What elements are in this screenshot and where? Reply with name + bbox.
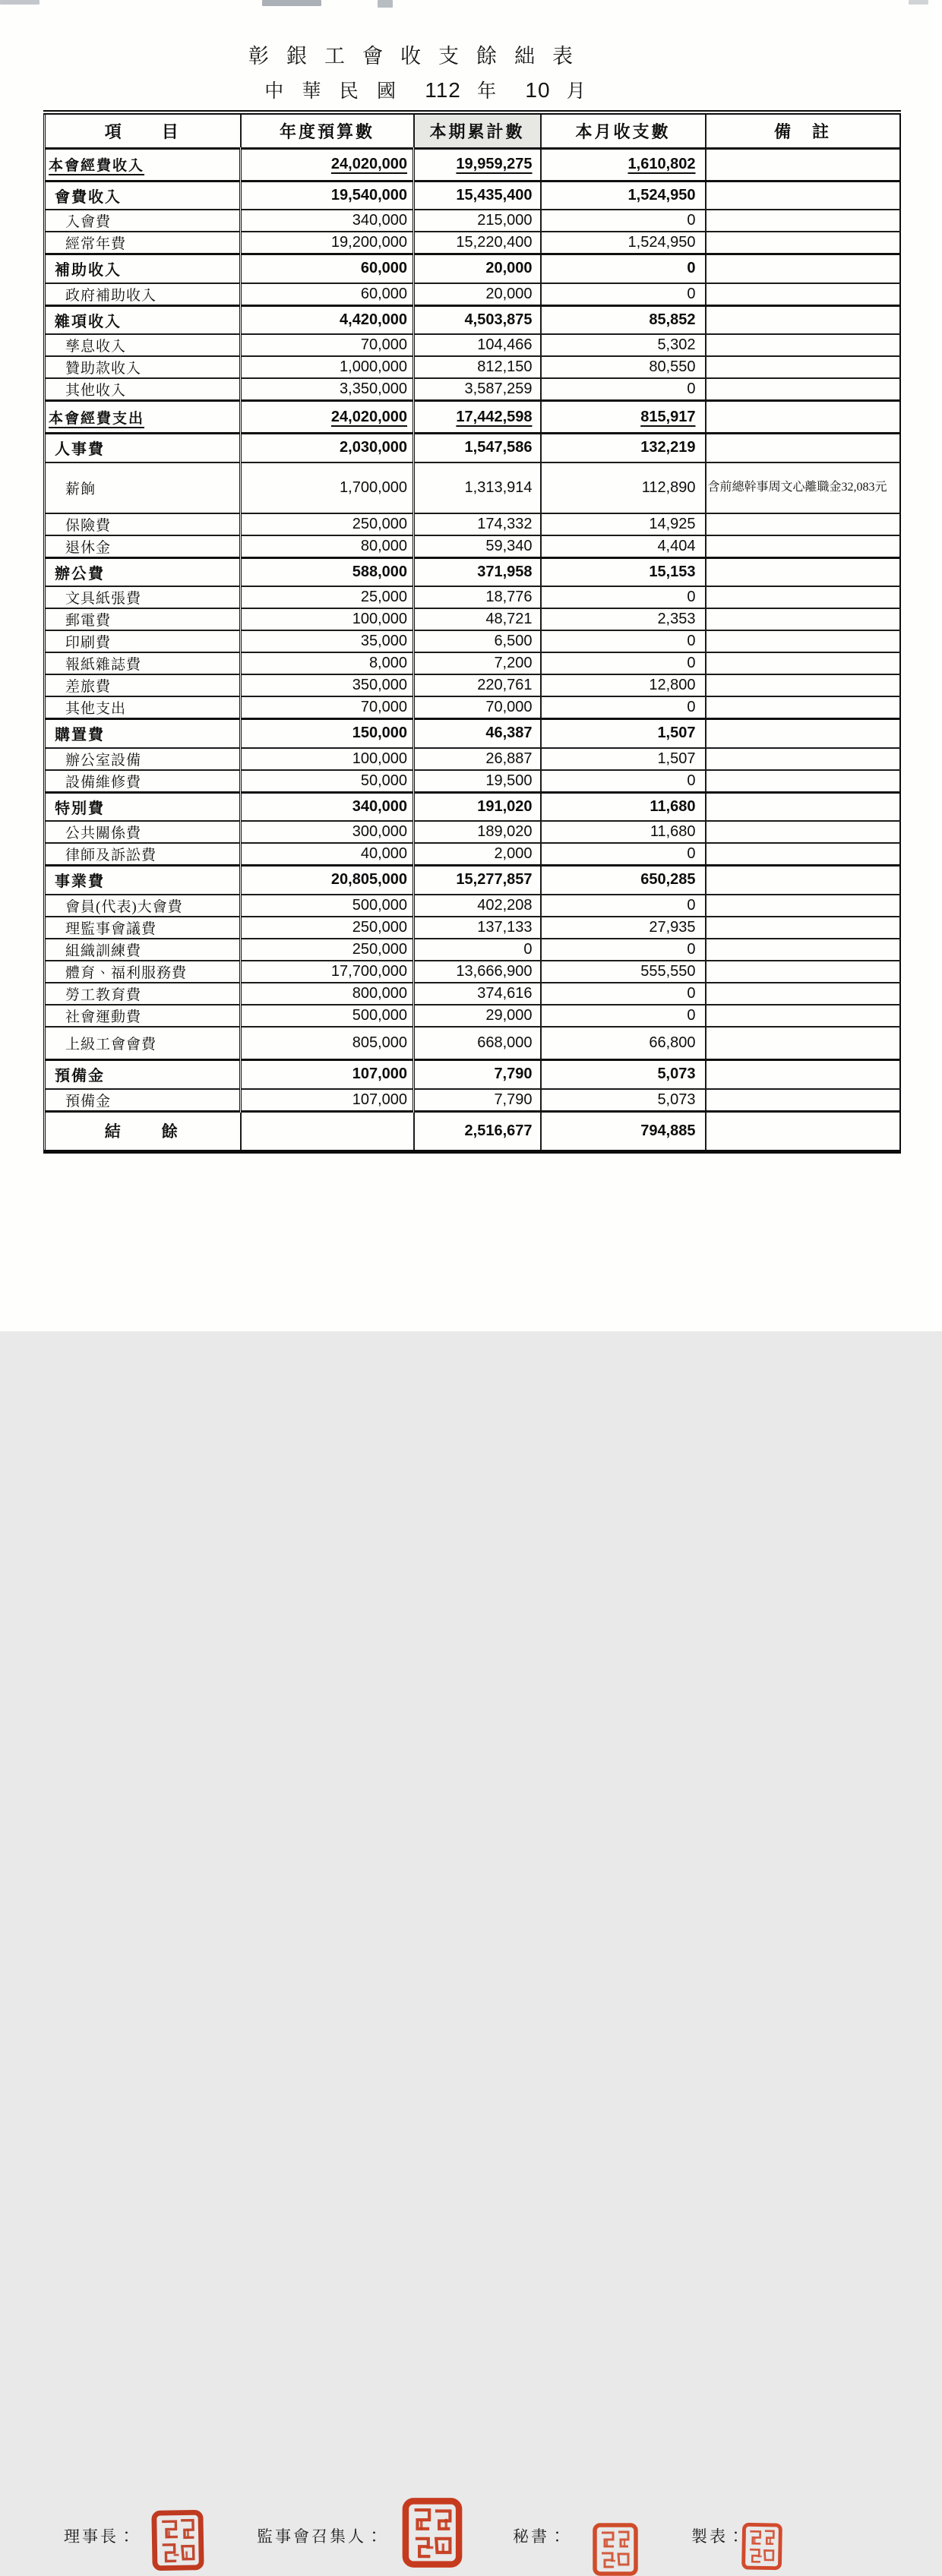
month-amount-value: 650,285: [541, 866, 706, 895]
period-cumulative-value: 20,000: [414, 254, 541, 283]
month-amount-value: 0: [541, 1005, 706, 1027]
remark-value: [706, 748, 900, 770]
table-row: [45, 983, 900, 1005]
month-amount-value: 14,925: [541, 513, 706, 535]
row-item-label: 公共關係費: [45, 821, 241, 843]
era-label: 中 華 民 國: [264, 81, 403, 102]
table-body: [45, 148, 900, 1151]
annual-budget-value: 25,000: [241, 586, 414, 608]
row-item-label: 保險費: [45, 513, 241, 535]
annual-budget-value: 588,000: [241, 557, 414, 586]
table-row: [45, 462, 900, 513]
period-cumulative-value: 174,332: [414, 513, 541, 535]
table-row: [45, 608, 900, 630]
table-row: [45, 866, 900, 895]
row-item-label: 退休金: [45, 535, 241, 558]
table-row: [45, 821, 900, 843]
period-cumulative-value: 17,442,598: [414, 401, 541, 434]
period-cumulative-value: 7,790: [414, 1060, 541, 1089]
period-cumulative-value: 15,435,400: [414, 181, 541, 210]
remark-value: [706, 792, 900, 821]
period-cumulative-value: 6,500: [414, 630, 541, 652]
period-cumulative-value: 26,887: [414, 748, 541, 770]
annual-budget-value: 4,420,000: [241, 305, 414, 334]
annual-budget-value: 70,000: [241, 696, 414, 719]
remark-value: [706, 917, 900, 939]
chairman-label: 理事長：: [64, 2527, 137, 2546]
table-row: [45, 378, 900, 401]
period-cumulative-value: 104,466: [414, 334, 541, 356]
row-item-label: 其他支出: [45, 696, 241, 719]
remark-value: [706, 535, 900, 558]
month-amount-value: 0: [541, 939, 706, 961]
annual-budget-value: 60,000: [241, 283, 414, 306]
annual-budget-value: 2,030,000: [241, 434, 414, 462]
remark-value: [706, 983, 900, 1005]
month-amount-value: 85,852: [541, 305, 706, 334]
row-item-label: 本會經費支出: [45, 401, 241, 434]
month-amount-value: 4,404: [541, 535, 706, 558]
annual-budget-value: 107,000: [241, 1060, 414, 1089]
remark-value: [706, 630, 900, 652]
remark-value: [706, 210, 900, 232]
remark-value: [706, 434, 900, 462]
month-unit: 月: [566, 81, 593, 102]
scan-artifact: [0, 0, 40, 5]
period-cumulative-value: 1,313,914: [414, 462, 541, 513]
scan-artifact: [262, 0, 321, 6]
table-row: [45, 652, 900, 674]
table-row: [45, 254, 900, 283]
remark-value: [706, 939, 900, 961]
period-cumulative-value: 2,000: [414, 843, 541, 866]
table-row: [45, 748, 900, 770]
month-amount-value: 0: [541, 770, 706, 793]
annual-budget-value: 24,020,000: [241, 148, 414, 181]
table-row: [45, 148, 900, 181]
month-amount-value: 0: [541, 983, 706, 1005]
month-amount-value: 15,153: [541, 557, 706, 586]
period-cumulative-value: 7,790: [414, 1089, 541, 1112]
header-month-amount: 本月收支數: [541, 112, 706, 148]
table-row: [45, 696, 900, 719]
secretary-seal-icon: [591, 2523, 640, 2576]
row-item-label: 補助收入: [45, 254, 241, 283]
row-item-label: 雜項收入: [45, 305, 241, 334]
month-amount-value: 11,680: [541, 792, 706, 821]
table-row: [45, 586, 900, 608]
row-item-label: 郵電費: [45, 608, 241, 630]
month-amount-value: 80,550: [541, 356, 706, 378]
annual-budget-value: 250,000: [241, 513, 414, 535]
period-cumulative-value: 15,277,857: [414, 866, 541, 895]
remark-value: [706, 696, 900, 719]
annual-budget-value: 250,000: [241, 917, 414, 939]
row-item-label: 會費收入: [45, 181, 241, 210]
annual-budget-value: 19,200,000: [241, 232, 414, 254]
year-unit: 年: [477, 81, 504, 102]
header-remarks: 備 註: [706, 112, 900, 148]
month-amount-value: 815,917: [541, 401, 706, 434]
month-amount-value: 66,800: [541, 1027, 706, 1060]
month-amount-value: 794,885: [541, 1111, 706, 1151]
table-row: [45, 1005, 900, 1027]
annual-budget-value: 70,000: [241, 334, 414, 356]
period-cumulative-value: 19,959,275: [414, 148, 541, 181]
annual-budget-value: 20,805,000: [241, 866, 414, 895]
month-amount-value: 0: [541, 630, 706, 652]
table-row: [45, 719, 900, 748]
month-amount-value: 5,302: [541, 334, 706, 356]
remark-value: [706, 148, 900, 181]
table-row: [45, 961, 900, 983]
row-item-label: 律師及訴訟費: [45, 843, 241, 866]
month-amount-value: 1,507: [541, 748, 706, 770]
annual-budget-value: 500,000: [241, 895, 414, 917]
row-item-label: 政府補助收入: [45, 283, 241, 306]
row-item-label: 贊助款收入: [45, 356, 241, 378]
scan-artifact: [909, 0, 928, 5]
table-row: [45, 283, 900, 306]
table-header-row: [45, 112, 900, 148]
annual-budget-value: 250,000: [241, 939, 414, 961]
remark-text: 含前總幹事周文心離職金32,083元: [707, 480, 887, 494]
annual-budget-value: 805,000: [241, 1027, 414, 1060]
month-amount-value: 112,890: [541, 462, 706, 513]
period-cumulative-value: 29,000: [414, 1005, 541, 1027]
remark-value: [706, 770, 900, 793]
signature-section: [0, 1245, 942, 2546]
table-row: [45, 434, 900, 462]
remark-value: [706, 232, 900, 254]
period-cumulative-value: 4,503,875: [414, 305, 541, 334]
row-item-label: 社會運動費: [45, 1005, 241, 1027]
table-row: [45, 1060, 900, 1089]
month-amount-value: 0: [541, 254, 706, 283]
annual-budget-value: 17,700,000: [241, 961, 414, 983]
table-row: [45, 895, 900, 917]
document-subtitle: [0, 76, 857, 103]
annual-budget-value: 100,000: [241, 748, 414, 770]
remark-value: [706, 254, 900, 283]
chairman-seal-icon: [151, 2508, 204, 2571]
table-row: [45, 1111, 900, 1151]
remark-value: [706, 378, 900, 401]
row-item-label: 事業費: [45, 866, 241, 895]
month-amount-value: 0: [541, 210, 706, 232]
remark-value: [706, 557, 900, 586]
row-item-label: 體育、福利服務費: [45, 961, 241, 983]
period-cumulative-value: 7,200: [414, 652, 541, 674]
period-cumulative-value: 215,000: [414, 210, 541, 232]
remark-value: [706, 674, 900, 696]
table-row: [45, 557, 900, 586]
preparer-seal-icon: [739, 2522, 784, 2570]
remark-value: [706, 1089, 900, 1112]
table-row: [45, 843, 900, 866]
month-value: 10: [525, 78, 551, 102]
table-row: [45, 334, 900, 356]
table-row: [45, 1089, 900, 1112]
row-item-label: 結 餘: [45, 1111, 241, 1151]
period-cumulative-value: 220,761: [414, 674, 541, 696]
month-amount-value: 11,680: [541, 821, 706, 843]
period-cumulative-value: 59,340: [414, 535, 541, 558]
remark-value: [706, 1027, 900, 1060]
table-row: [45, 770, 900, 793]
period-cumulative-value: 13,666,900: [414, 961, 541, 983]
period-cumulative-value: 402,208: [414, 895, 541, 917]
annual-budget-value: 80,000: [241, 535, 414, 558]
table-row: [45, 356, 900, 378]
month-amount-value: 0: [541, 283, 706, 306]
period-cumulative-value: 137,133: [414, 917, 541, 939]
row-item-label: 印刷費: [45, 630, 241, 652]
table-row: [45, 305, 900, 334]
remark-value: [706, 356, 900, 378]
row-item-label: 預備金: [45, 1089, 241, 1112]
month-amount-value: 132,219: [541, 434, 706, 462]
period-cumulative-value: 0: [414, 939, 541, 961]
annual-budget-value: 40,000: [241, 843, 414, 866]
annual-budget-value: 150,000: [241, 719, 414, 748]
document-title: 彰銀工會收支餘絀表: [248, 45, 590, 68]
row-item-label: 其他收入: [45, 378, 241, 401]
remark-value: [706, 608, 900, 630]
table-row: [45, 210, 900, 232]
annual-budget-value: 500,000: [241, 1005, 414, 1027]
scan-artifact: [378, 0, 393, 8]
period-cumulative-value: 3,587,259: [414, 378, 541, 401]
month-amount-value: 1,610,802: [541, 148, 706, 181]
table-row: [45, 630, 900, 652]
annual-budget-value: 24,020,000: [241, 401, 414, 434]
period-cumulative-value: 371,958: [414, 557, 541, 586]
row-item-label: 購置費: [45, 719, 241, 748]
row-item-label: 上級工會會費: [45, 1027, 241, 1060]
header-item-column: 項 目: [45, 112, 241, 148]
month-amount-value: 1,507: [541, 719, 706, 748]
annual-budget-value: 1,700,000: [241, 462, 414, 513]
remark-value: [706, 1005, 900, 1027]
annual-budget-value: 350,000: [241, 674, 414, 696]
month-amount-value: 2,353: [541, 608, 706, 630]
annual-budget-value: 300,000: [241, 821, 414, 843]
row-item-label: 會員(代表)大會費: [45, 895, 241, 917]
annual-budget-value: [241, 1111, 414, 1151]
month-amount-value: 0: [541, 895, 706, 917]
table-row: [45, 401, 900, 434]
period-cumulative-value: 374,616: [414, 983, 541, 1005]
month-amount-value: 12,800: [541, 674, 706, 696]
remark-value: [706, 821, 900, 843]
row-item-label: 報紙雜誌費: [45, 652, 241, 674]
row-item-label: 組織訓練費: [45, 939, 241, 961]
month-amount-value: 555,550: [541, 961, 706, 983]
annual-budget-value: 1,000,000: [241, 356, 414, 378]
table-row: [45, 792, 900, 821]
table-row: [45, 232, 900, 254]
annual-budget-value: 35,000: [241, 630, 414, 652]
annual-budget-value: 107,000: [241, 1089, 414, 1112]
year-value: 112: [425, 78, 461, 102]
month-amount-value: 27,935: [541, 917, 706, 939]
row-item-label: 本會經費收入: [45, 148, 241, 181]
remark-value: [706, 334, 900, 356]
month-amount-value: 5,073: [541, 1089, 706, 1112]
table-row: [45, 674, 900, 696]
period-cumulative-value: 189,020: [414, 821, 541, 843]
header-annual-budget: 年度預算數: [241, 112, 414, 148]
table-row: [45, 917, 900, 939]
remark-value: [706, 1060, 900, 1089]
period-cumulative-value: 668,000: [414, 1027, 541, 1060]
row-item-label: 薪餉: [45, 462, 241, 513]
row-item-label: 預備金: [45, 1060, 241, 1089]
month-amount-value: 0: [541, 586, 706, 608]
remark-value: [706, 719, 900, 748]
remark-value: [706, 305, 900, 334]
table-row: [45, 1027, 900, 1060]
period-cumulative-value: 19,500: [414, 770, 541, 793]
annual-budget-value: 50,000: [241, 770, 414, 793]
row-item-label: 差旅費: [45, 674, 241, 696]
month-amount-value: 0: [541, 652, 706, 674]
period-cumulative-value: 46,387: [414, 719, 541, 748]
annual-budget-value: 340,000: [241, 792, 414, 821]
annual-budget-value: 340,000: [241, 210, 414, 232]
annual-budget-value: 800,000: [241, 983, 414, 1005]
supervisor-convener-label: 監事會召集人：: [257, 2527, 384, 2546]
month-amount-value: 5,073: [541, 1060, 706, 1089]
table-row: [45, 513, 900, 535]
period-cumulative-value: 2,516,677: [414, 1111, 541, 1151]
period-cumulative-value: 18,776: [414, 586, 541, 608]
period-cumulative-value: 70,000: [414, 696, 541, 719]
row-item-label: 理監事會議費: [45, 917, 241, 939]
row-item-label: 特別費: [45, 792, 241, 821]
remark-value: [706, 961, 900, 983]
remark-value: [706, 283, 900, 306]
remark-value: [706, 866, 900, 895]
remark-value: [706, 1111, 900, 1151]
row-item-label: 孳息收入: [45, 334, 241, 356]
row-item-label: 設備維修費: [45, 770, 241, 793]
remark-value: [706, 401, 900, 434]
remark-value: [706, 462, 900, 513]
month-amount-value: 0: [541, 843, 706, 866]
table-row: [45, 939, 900, 961]
month-amount-value: 0: [541, 378, 706, 401]
remark-value: [706, 181, 900, 210]
table-row: [45, 535, 900, 558]
income-expense-table: [43, 110, 901, 1154]
period-cumulative-value: 20,000: [414, 283, 541, 306]
row-item-label: 人事費: [45, 434, 241, 462]
header-period-cumulative: 本期累計數: [414, 112, 541, 148]
secretary-label: 秘書：: [513, 2527, 567, 2546]
annual-budget-value: 8,000: [241, 652, 414, 674]
row-item-label: 辦公室設備: [45, 748, 241, 770]
row-item-label: 經常年費: [45, 232, 241, 254]
period-cumulative-value: 812,150: [414, 356, 541, 378]
row-item-label: 辦公費: [45, 557, 241, 586]
period-cumulative-value: 15,220,400: [414, 232, 541, 254]
annual-budget-value: 3,350,000: [241, 378, 414, 401]
period-cumulative-value: 191,020: [414, 792, 541, 821]
annual-budget-value: 60,000: [241, 254, 414, 283]
month-amount-value: 1,524,950: [541, 181, 706, 210]
annual-budget-value: 19,540,000: [241, 181, 414, 210]
month-amount-value: 1,524,950: [541, 232, 706, 254]
remark-value: [706, 843, 900, 866]
row-item-label: 勞工教育費: [45, 983, 241, 1005]
remark-value: [706, 895, 900, 917]
row-item-label: 文具紙張費: [45, 586, 241, 608]
period-cumulative-value: 1,547,586: [414, 434, 541, 462]
annual-budget-value: 100,000: [241, 608, 414, 630]
row-item-label: 入會費: [45, 210, 241, 232]
preparer-label: 製表：: [691, 2527, 746, 2546]
period-cumulative-value: 48,721: [414, 608, 541, 630]
remark-value: [706, 586, 900, 608]
table-row: [45, 181, 900, 210]
remark-value: [706, 652, 900, 674]
remark-value: [706, 513, 900, 535]
month-amount-value: 0: [541, 696, 706, 719]
supervisor-convener-seal-icon: [403, 2498, 462, 2568]
